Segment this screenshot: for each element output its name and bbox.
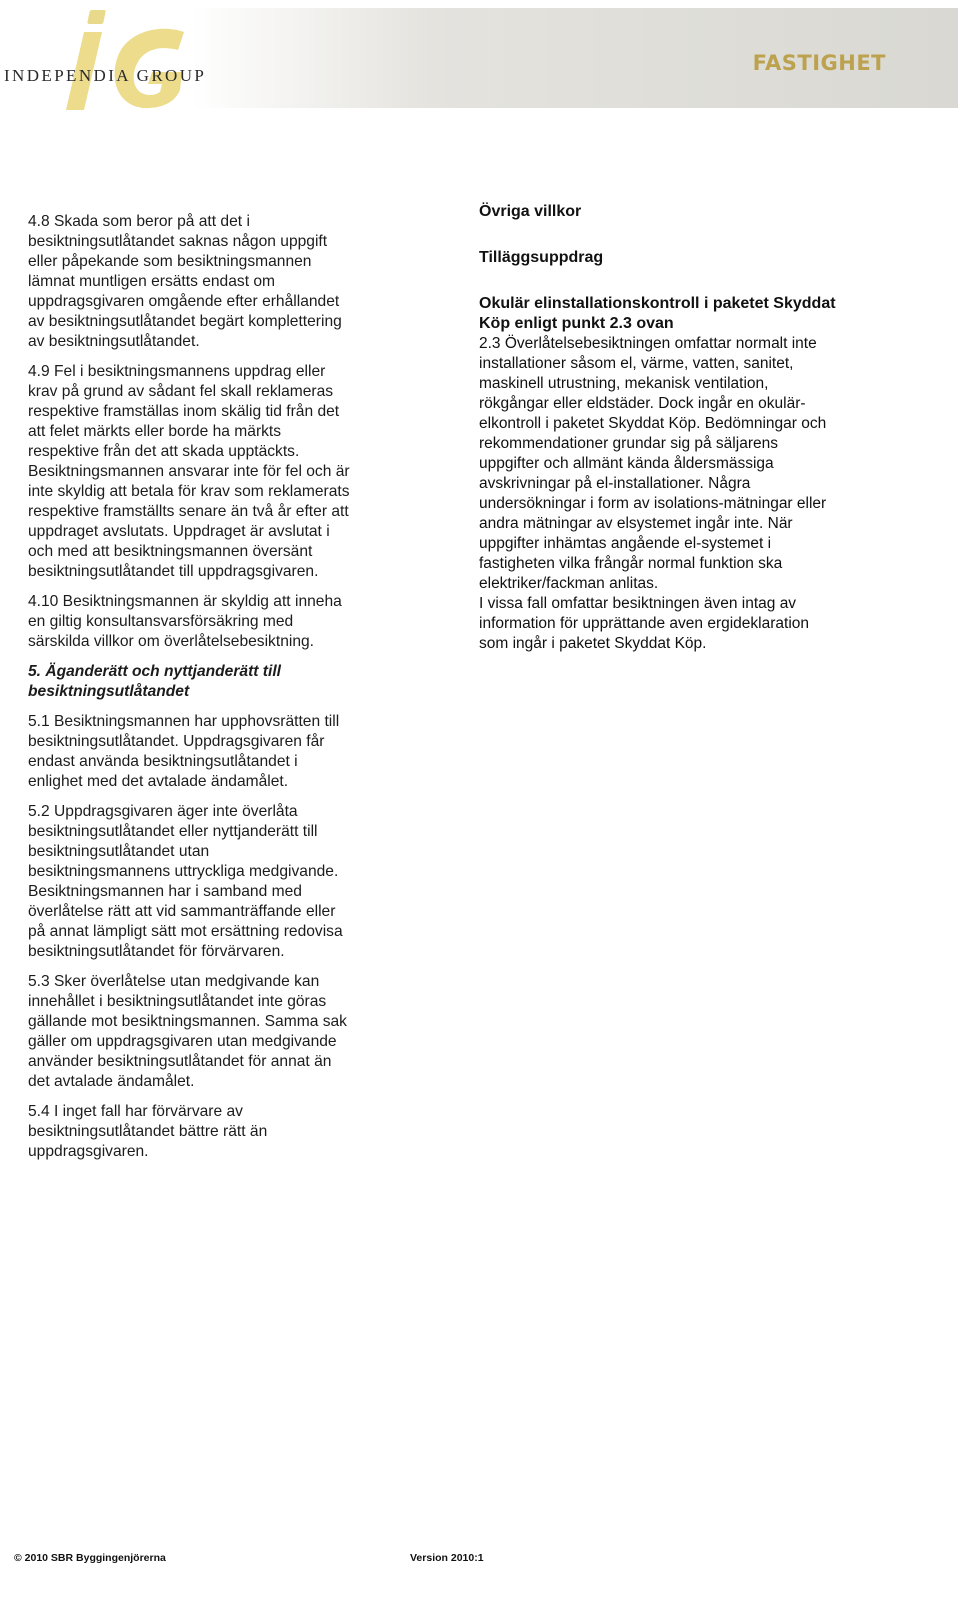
left-column: [28, 212, 398, 1172]
clause-5-1: 5.1 Besiktningsmannen har upphovsrätten till besiktningsutlåtandet. Uppdragsgivaren får endast använda besiktningsutlåtandet i enlighet med det avtalade ändamålet.: [28, 713, 340, 790]
clause-4-8: 4.8 Skada som beror på att det i besiktningsutlåtandet saknas någon uppgift eller påpekande som besiktningsmannen lämnat muntligen ersätts endast om uppdragsgivaren omgående efter erhållandet av besiktningsutlåtandet begärt komplettering av besiktningsutlåtandet.: [28, 213, 342, 350]
page-header: [0, 8, 958, 108]
section-title: FASTIGHET: [752, 51, 886, 75]
independia-logo-icon: [54, 10, 194, 114]
clause-5-2: 5.2 Uppdragsgivaren äger inte överlåta besiktningsutlåtandet eller nyttjanderätt till besiktningsutlåtandet utan besiktningsmannens uttryckliga medgivande. Besiktningsmannen har i samband med överlåtelse rätt att vid sammanträffande eller på annat lämpligt sätt mot ersättning redovisa besiktningsutlåtandet för förvärvaren.: [28, 803, 343, 960]
heading-tillaggsuppdrag: Tilläggsuppdrag: [479, 249, 604, 266]
clause-5-3: 5.3 Sker överlåtelse utan medgivande kan innehållet i besiktningsutlåtandet inte göras gällande mot besiktningsmannen. Samma sak gäller om uppdragsgivaren utan medgivande använder besiktningsutlåtandet för annat än det avtalade ändamålet.: [28, 973, 347, 1090]
clause-4-10: 4.10 Besiktningsmannen är skyldig att inneha en giltig konsultansvarsförsäkring med särskilda villkor om överlåtelsebesiktning.: [28, 593, 342, 650]
logo-wordmark: INDEPENDIA GROUP: [4, 66, 207, 85]
footer-copyright: © 2010 SBR Byggingenjörerna: [14, 1552, 166, 1564]
section-5-heading: 5. Äganderätt och nyttjanderätt till besiktningsutlåtandet: [28, 663, 281, 700]
heading-ovriga-villkor: Övriga villkor: [479, 203, 582, 220]
heading-elinstallationskontroll: Okulär elinstallationskontroll i paketet Skyddat Köp enligt punkt 2.3 ovan: [479, 295, 836, 332]
right-column: [479, 202, 889, 654]
clause-5-4: 5.4 I inget fall har förvärvare av besiktningsutlåtandet bättre rätt än uppdragsgivaren.: [28, 1103, 268, 1160]
clause-2-3-body: 2.3 Överlåtelsebesiktningen omfattar normalt inte installationer såsom el, värme, vatten, sanitet, maskinell utrustning, mekanisk ventilation, rökgångar eller eldstäder. Dock ingår en okulär- elkontroll i paketet Skyddat Köp. Bedömningar och rekommendationer grundar sig på säljarens uppgifter och allmänt kända åldersmässiga avskrivningar på el-installationer. Några undersökningar i form av isolations-mätningar eller andra mätningar av elsystemet ingår inte. När uppgifter inhämtas angående el-systemet i fastigheten vilka frångår normal funktion ska elektriker/fackman anlitas. I vissa fall omfattar besiktningen även intag av information för upprättande aven ergideklaration som ingår i paketet Skyddat Köp.: [479, 335, 827, 652]
clause-4-9: 4.9 Fel i besiktningsmannens uppdrag eller krav på grund av sådant fel skall reklameras respektive framställas inom skälig tid från det att felet märkts eller borde ha märkts respektive från det att skada upptäckts. Besiktningsmannen ansvarar inte för fel och är inte skyldig att betala för krav som reklamerats respektive framställts senare än två år efter att uppdraget avslutats. Uppdraget är avslutat i och med att besiktningsmannen översänt besiktningsutlåtandet till uppdragsgivaren.: [28, 363, 350, 580]
footer-version: Version 2010:1: [410, 1552, 484, 1564]
